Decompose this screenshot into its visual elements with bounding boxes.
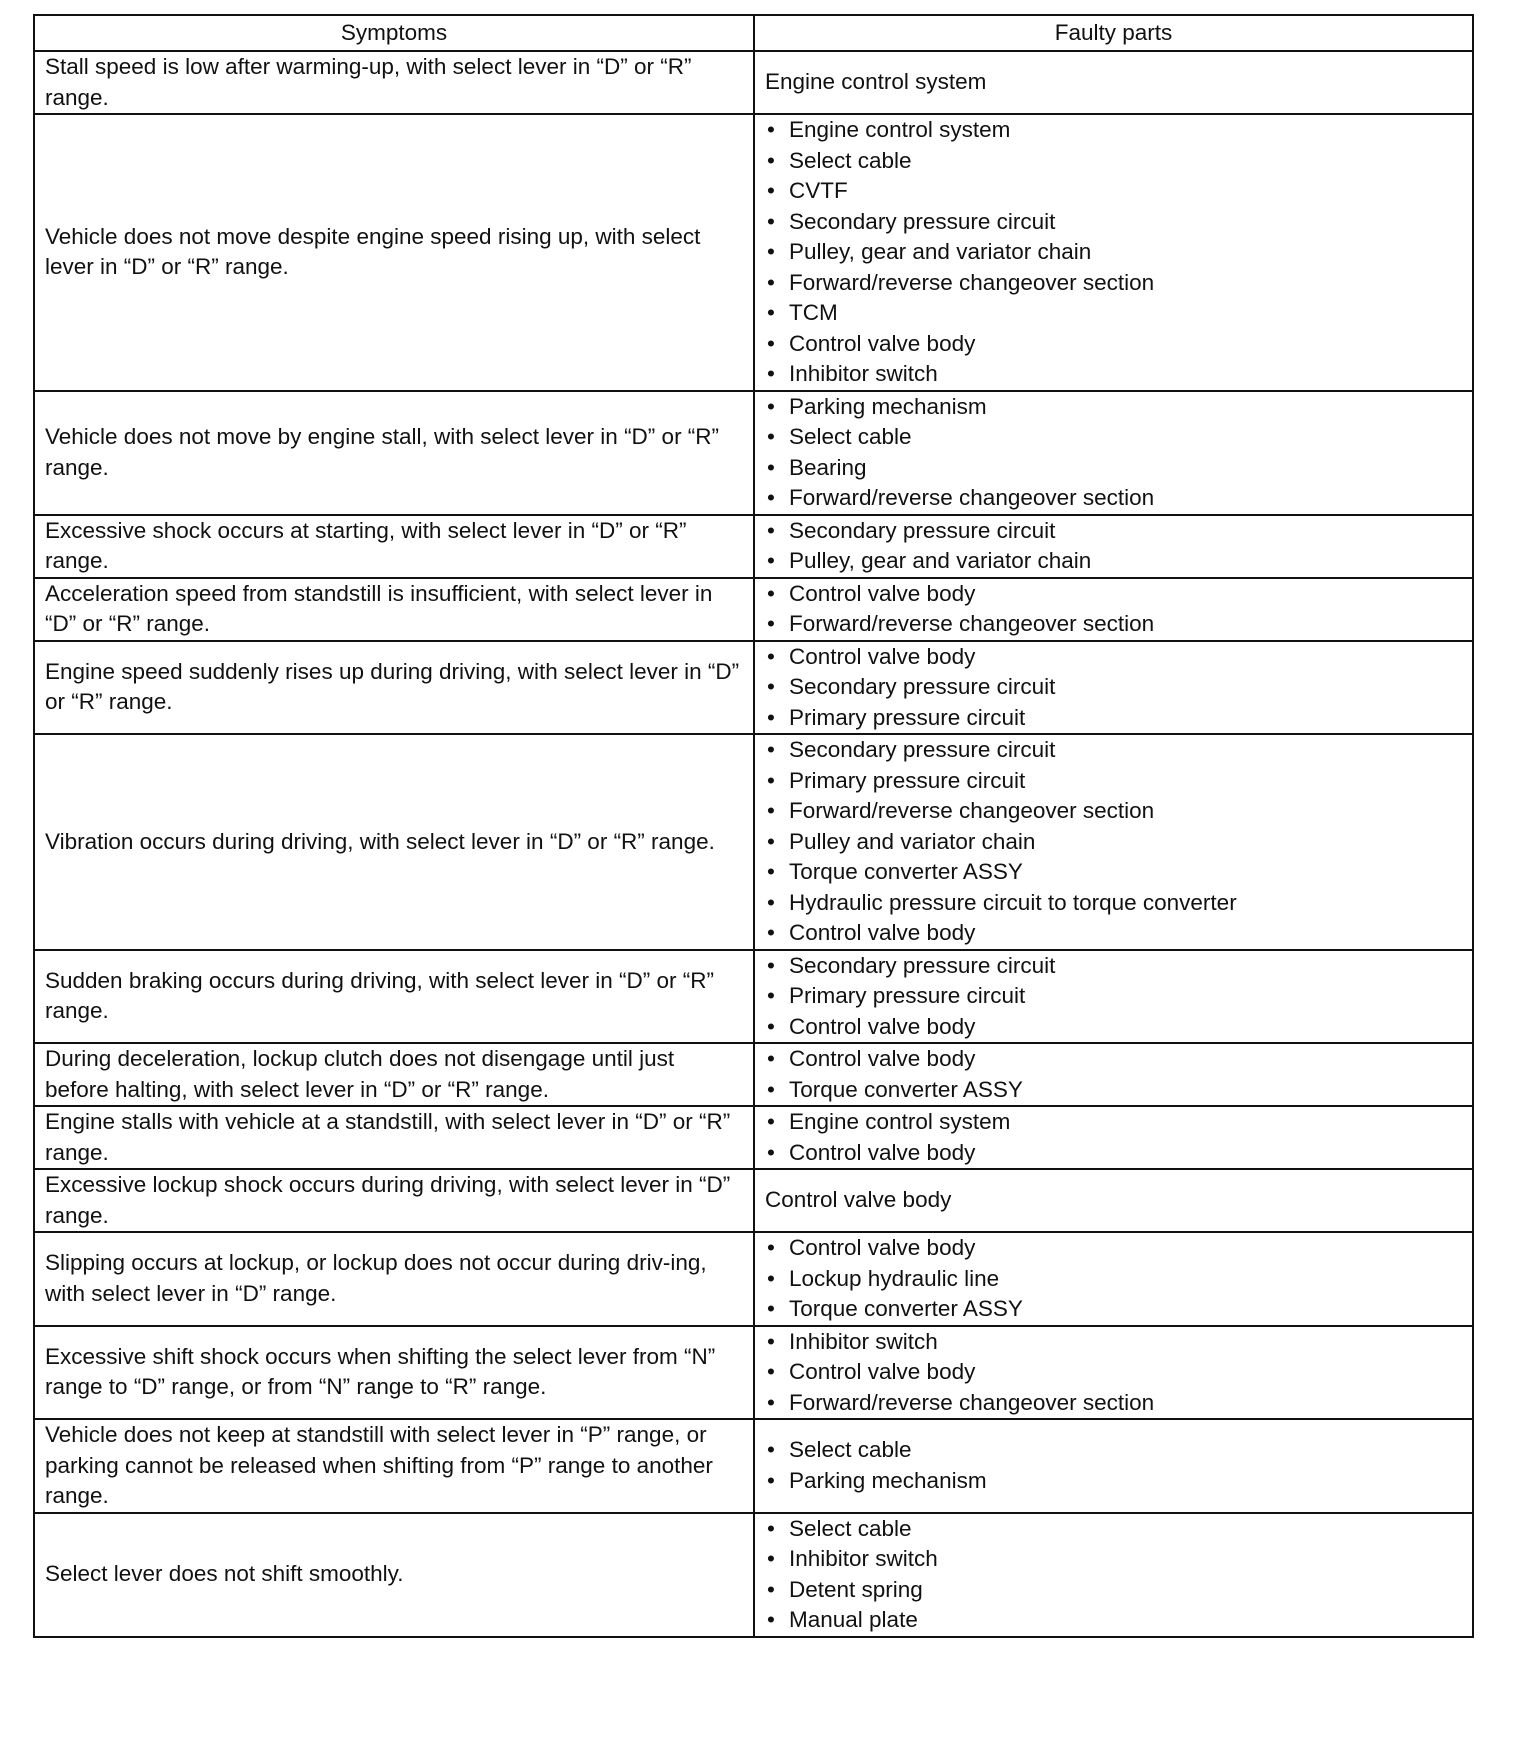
faulty-part-item: • Pulley and variator chain	[765, 827, 1462, 858]
faulty-part-item: • Manual plate	[765, 1605, 1462, 1636]
symptom-cell: During deceleration, lockup clutch does not disengage until just before halting, with select lever in “D” or “R” range.	[34, 1043, 754, 1106]
table-row	[34, 578, 1473, 641]
faulty-part-item: • Primary pressure circuit	[765, 703, 1462, 734]
faulty-parts-list	[765, 1233, 1462, 1325]
faulty-part-item: • Secondary pressure circuit	[765, 951, 1462, 982]
faulty-part-item: • Control valve body	[765, 1357, 1462, 1388]
faulty-part-item: • Secondary pressure circuit	[765, 207, 1462, 238]
faulty-parts-list	[765, 115, 1462, 390]
faulty-parts-list	[765, 1327, 1462, 1419]
table-row	[34, 1106, 1473, 1169]
faulty-parts-cell	[754, 1106, 1473, 1169]
faulty-part-item: • TCM	[765, 298, 1462, 329]
faulty-part-text: Engine control system	[765, 69, 987, 95]
faulty-part-item: • Bearing	[765, 453, 1462, 484]
symptom-cell: Vehicle does not move despite engine speed rising up, with select lever in “D” or “R” range.	[34, 114, 754, 391]
faulty-part-item: • Secondary pressure circuit	[765, 672, 1462, 703]
faulty-parts-cell	[754, 734, 1473, 950]
symptom-cell: Vehicle does not keep at standstill with select lever in “P” range, or parking cannot be released when shifting from “P” range to another range.	[34, 1419, 754, 1513]
faulty-parts-list	[765, 1514, 1462, 1636]
table-row	[34, 1326, 1473, 1420]
header-row	[34, 15, 1473, 51]
symptom-cell: Excessive lockup shock occurs during driving, with select lever in “D” range.	[34, 1169, 754, 1232]
faulty-part-item: • Inhibitor switch	[765, 359, 1462, 390]
symptom-cell: Vehicle does not move by engine stall, with select lever in “D” or “R” range.	[34, 391, 754, 515]
faulty-parts-list	[765, 735, 1462, 949]
faulty-part-item: • Control valve body	[765, 1138, 1462, 1169]
faulty-parts-list	[765, 951, 1462, 1043]
faulty-part-item: • Torque converter ASSY	[765, 1294, 1462, 1325]
table-row	[34, 515, 1473, 578]
faulty-part-item: • Hydraulic pressure circuit to torque converter	[765, 888, 1462, 919]
faulty-part-item: • Control valve body	[765, 1012, 1462, 1043]
faulty-parts-cell	[754, 578, 1473, 641]
symptom-cell: Acceleration speed from standstill is insufficient, with select lever in “D” or “R” range.	[34, 578, 754, 641]
symptoms-header: Symptoms	[34, 15, 754, 51]
faulty-parts-list	[765, 579, 1462, 640]
faulty-part-item: • Forward/reverse changeover section	[765, 483, 1462, 514]
faulty-part-item: • Pulley, gear and variator chain	[765, 237, 1462, 268]
faulty-part-item: • Secondary pressure circuit	[765, 735, 1462, 766]
faulty-part-item: • Control valve body	[765, 1233, 1462, 1264]
table-row	[34, 1169, 1473, 1232]
faulty-part-item: • Forward/reverse changeover section	[765, 609, 1462, 640]
faulty-part-item: • Inhibitor switch	[765, 1327, 1462, 1358]
faulty-part-item: • Control valve body	[765, 642, 1462, 673]
symptom-parts-table	[33, 14, 1474, 1638]
faulty-part-item: • Control valve body	[765, 918, 1462, 949]
faulty-part-item: • Select cable	[765, 1435, 1462, 1466]
faulty-parts-list	[765, 516, 1462, 577]
symptom-cell: Vibration occurs during driving, with select lever in “D” or “R” range.	[34, 734, 754, 950]
symptom-cell: Excessive shift shock occurs when shifting the select lever from “N” range to “D” range, or from “N” range to “R” range.	[34, 1326, 754, 1420]
faulty-part-item: • Forward/reverse changeover section	[765, 1388, 1462, 1419]
faulty-part-item: • Primary pressure circuit	[765, 981, 1462, 1012]
faulty-part-item: • Parking mechanism	[765, 1466, 1462, 1497]
faulty-parts-list	[765, 642, 1462, 734]
table-row	[34, 114, 1473, 391]
faulty-part-item: • Engine control system	[765, 1107, 1462, 1138]
faulty-parts-cell	[754, 950, 1473, 1044]
faulty-part-item: • Control valve body	[765, 329, 1462, 360]
faulty-part-text: Control valve body	[765, 1187, 952, 1213]
table-row	[34, 1419, 1473, 1513]
faulty-part-item: • Torque converter ASSY	[765, 1075, 1462, 1106]
faulty-part-item: • Forward/reverse changeover section	[765, 268, 1462, 299]
symptom-cell: Sudden braking occurs during driving, with select lever in “D” or “R” range.	[34, 950, 754, 1044]
symptom-cell: Engine speed suddenly rises up during driving, with select lever in “D” or “R” range.	[34, 641, 754, 735]
faulty-parts-cell	[754, 1513, 1473, 1637]
faulty-parts-cell	[754, 1419, 1473, 1513]
faulty-part-item: • Torque converter ASSY	[765, 857, 1462, 888]
table-row	[34, 1513, 1473, 1637]
faulty-part-item: • Parking mechanism	[765, 392, 1462, 423]
faulty-parts-cell	[754, 515, 1473, 578]
table-row	[34, 391, 1473, 515]
faulty-parts-list	[765, 1107, 1462, 1168]
faulty-parts-list	[765, 392, 1462, 514]
faulty-parts-cell	[754, 1232, 1473, 1326]
faulty-part-item: • CVTF	[765, 176, 1462, 207]
symptom-cell: Slipping occurs at lockup, or lockup does not occur during driv-ing, with select lever in “D” range.	[34, 1232, 754, 1326]
faulty-parts-cell	[754, 1169, 1473, 1232]
symptom-cell: Engine stalls with vehicle at a standstill, with select lever in “D” or “R” range.	[34, 1106, 754, 1169]
faulty-parts-cell	[754, 1043, 1473, 1106]
faulty-parts-cell	[754, 1326, 1473, 1420]
table-body	[34, 51, 1473, 1637]
symptom-cell: Stall speed is low after warming-up, with select lever in “D” or “R” range.	[34, 51, 754, 114]
symptom-cell: Excessive shock occurs at starting, with select lever in “D” or “R” range.	[34, 515, 754, 578]
faulty-parts-cell	[754, 641, 1473, 735]
table-row	[34, 641, 1473, 735]
table-row	[34, 1043, 1473, 1106]
table-row	[34, 734, 1473, 950]
symptom-cell: Select lever does not shift smoothly.	[34, 1513, 754, 1637]
faulty-part-item: • Select cable	[765, 146, 1462, 177]
faulty-parts-cell	[754, 114, 1473, 391]
faulty-parts-cell	[754, 51, 1473, 114]
faulty-part-item: • Pulley, gear and variator chain	[765, 546, 1462, 577]
faulty-part-item: • Select cable	[765, 422, 1462, 453]
table-row	[34, 51, 1473, 114]
faulty-part-item: • Select cable	[765, 1514, 1462, 1545]
faulty-parts-header: Faulty parts	[754, 15, 1473, 51]
faulty-parts-list	[765, 1044, 1462, 1105]
faulty-part-item: • Inhibitor switch	[765, 1544, 1462, 1575]
faulty-part-item: • Control valve body	[765, 1044, 1462, 1075]
faulty-part-item: • Primary pressure circuit	[765, 766, 1462, 797]
faulty-part-item: • Control valve body	[765, 579, 1462, 610]
faulty-part-item: • Secondary pressure circuit	[765, 516, 1462, 547]
faulty-part-item: • Detent spring	[765, 1575, 1462, 1606]
faulty-part-item: • Forward/reverse changeover section	[765, 796, 1462, 827]
table-row	[34, 950, 1473, 1044]
faulty-parts-list	[765, 1435, 1462, 1496]
table-row	[34, 1232, 1473, 1326]
faulty-parts-cell	[754, 391, 1473, 515]
faulty-part-item: • Engine control system	[765, 115, 1462, 146]
faulty-part-item: • Lockup hydraulic line	[765, 1264, 1462, 1295]
